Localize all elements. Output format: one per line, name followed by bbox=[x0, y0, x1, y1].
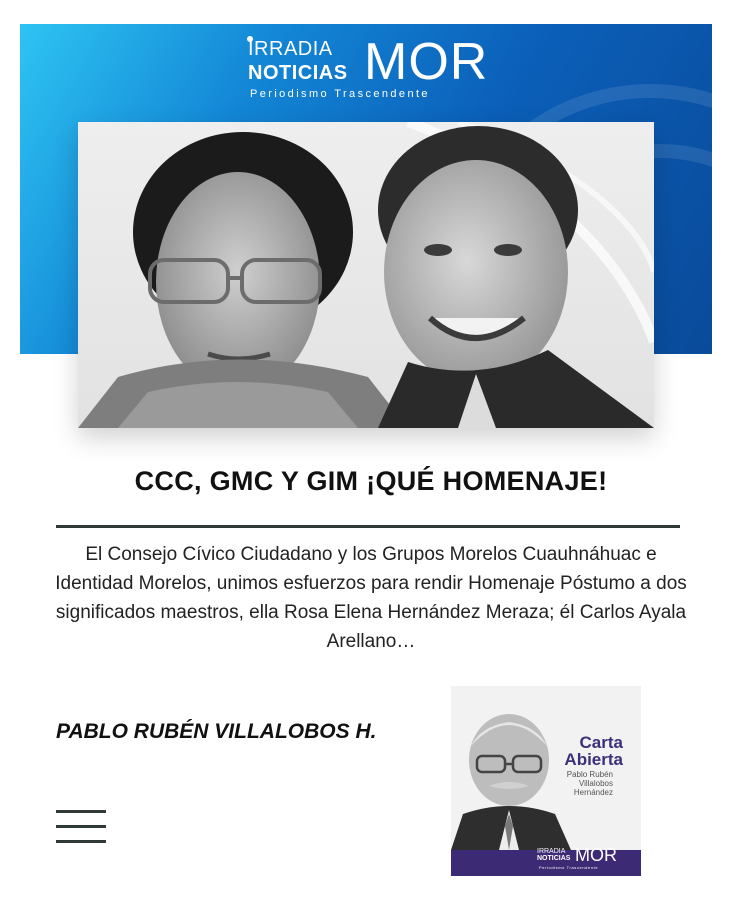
logo-line1: IRRADIA bbox=[248, 38, 333, 60]
article-title[interactable]: CCC, GMC Y GIM ¡QUÉ HOMENAJE! bbox=[134, 466, 608, 496]
menu-bar bbox=[56, 840, 106, 843]
menu-bar bbox=[56, 825, 106, 828]
logo-line2: NOTICIAS bbox=[248, 62, 348, 84]
card-subtitle: Pablo Rubén Villalobos Hernández bbox=[566, 770, 613, 797]
card-logo-line1: IRRADIA bbox=[537, 848, 566, 855]
hamburger-menu-icon[interactable] bbox=[56, 810, 106, 844]
card-title bbox=[564, 734, 623, 768]
title-divider bbox=[56, 525, 680, 528]
article-excerpt: El Consejo Cívico Ciudadano y los Grupos Morelos Cuauhnáhuac e Identidad Morelos, unimos esfuerzos para rendir Homenaje Póstumo a dos significados maestros, ella Rosa Elena Hernández Meraza; él Carlos Ayala Arellano… bbox=[55, 544, 687, 652]
card-logo-mark: MOR bbox=[575, 845, 617, 865]
column-card-image[interactable] bbox=[451, 686, 641, 876]
site-logo[interactable] bbox=[246, 34, 496, 104]
logo-mark: MOR bbox=[364, 33, 489, 91]
featured-photo-illustration bbox=[78, 122, 654, 428]
menu-bar bbox=[56, 810, 106, 813]
featured-image[interactable] bbox=[78, 122, 654, 428]
author-name[interactable]: PABLO RUBÉN VILLALOBOS H. bbox=[56, 720, 377, 743]
card-title-line1: Carta bbox=[579, 733, 623, 752]
card-title-line2: Abierta bbox=[564, 750, 623, 769]
card-logo-tagline: Periodismo Trascendente bbox=[539, 865, 599, 870]
logo-tagline: Periodismo Trascendente bbox=[250, 88, 430, 100]
card-footer-logo bbox=[537, 845, 627, 870]
card-logo-line2: NOTICIAS bbox=[537, 855, 571, 862]
